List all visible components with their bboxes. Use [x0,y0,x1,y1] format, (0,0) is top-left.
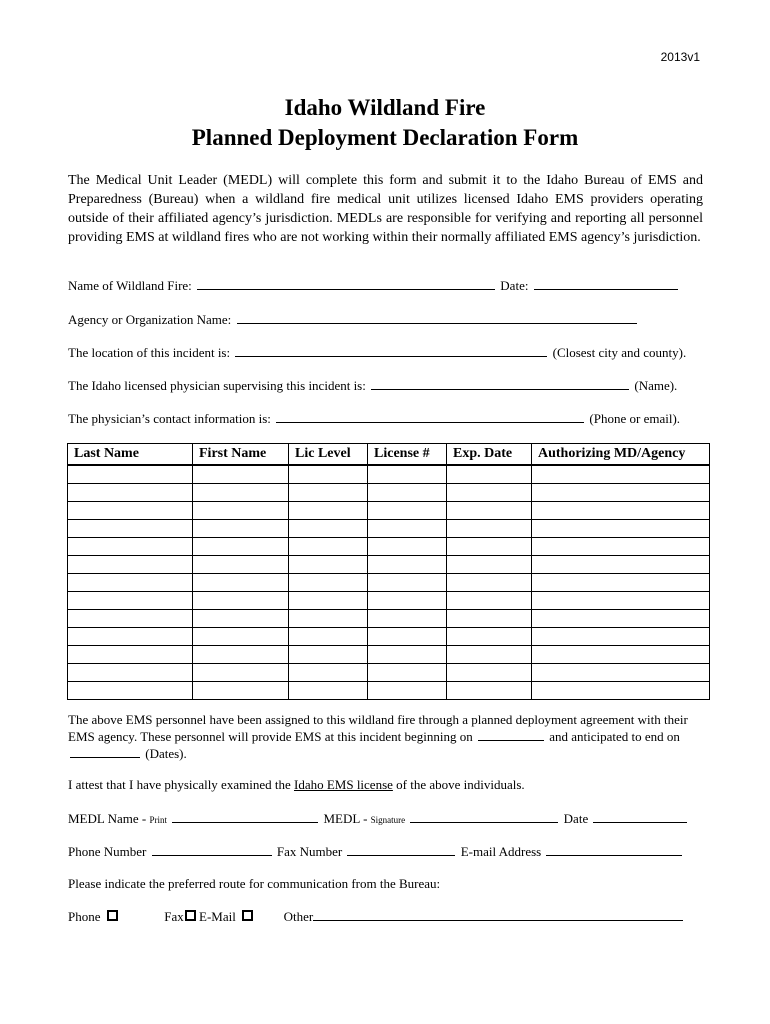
table-cell[interactable] [289,664,368,682]
personnel-table [67,443,710,700]
table-cell[interactable] [68,592,193,610]
intro-paragraph: The Medical Unit Leader (MEDL) will complete this form and submit it to the Idaho Bureau of EMS and Preparedness (Bureau) when a wildland fire medical unit utilizes licensed Idaho EMS providers operating outside of their affiliated agency’s jurisdiction. MEDLs are responsible for verifying and reporting all personnel providing EMS at wildland fires who are not working within their normally affiliated EMS agency’s jurisdiction. [68,173,703,245]
table-cell[interactable] [532,556,710,574]
medl-date-label: Date [563,811,589,826]
fire-name-field[interactable] [197,277,495,290]
table-cell[interactable] [193,520,289,538]
date-field[interactable] [534,277,678,290]
table-cell[interactable] [368,628,447,646]
table-cell[interactable] [68,465,193,484]
agency-row [68,311,639,328]
contact-info-row [68,843,684,860]
fire-name-row [68,277,680,294]
table-row [68,592,710,610]
table-cell[interactable] [289,538,368,556]
location-row [68,344,686,361]
route-other-label: Other [283,909,314,924]
table-cell[interactable] [532,592,710,610]
table-cell[interactable] [447,574,532,592]
location-label: The location of this incident is: [68,345,231,360]
table-cell[interactable] [368,556,447,574]
table-header-row [68,444,710,466]
table-cell[interactable] [289,682,368,700]
table-cell[interactable] [289,592,368,610]
date-label: Date: [500,278,529,293]
table-cell[interactable] [532,574,710,592]
col-first-name: First Name [193,444,289,466]
table-cell[interactable] [289,628,368,646]
location-field[interactable] [235,344,547,357]
table-cell[interactable] [368,520,447,538]
table-row [68,628,710,646]
contact-row [68,410,680,427]
route-fax-label: Fax [164,909,184,924]
start-date-field[interactable] [478,728,544,741]
table-cell[interactable] [532,646,710,664]
contact-hint: (Phone or email). [589,411,681,426]
table-cell[interactable] [368,610,447,628]
table-cell[interactable] [532,484,710,502]
email-label: E-mail Address [460,844,542,859]
medl-name-field[interactable] [172,810,318,823]
table-cell[interactable] [289,520,368,538]
contact-label: The physician’s contact information is: [68,411,271,426]
fax-checkbox[interactable] [185,910,196,921]
phone-field[interactable] [152,843,272,856]
location-hint: (Closest city and county). [552,345,687,360]
table-row [68,610,710,628]
table-cell[interactable] [68,556,193,574]
table-cell[interactable] [68,682,193,700]
medl-date-field[interactable] [593,810,687,823]
table-cell[interactable] [193,646,289,664]
table-cell[interactable] [193,610,289,628]
table-cell[interactable] [368,646,447,664]
table-cell[interactable] [193,484,289,502]
table-cell[interactable] [193,628,289,646]
table-row [68,520,710,538]
col-last-name: Last Name [68,444,193,466]
table-cell[interactable] [447,628,532,646]
medl-signature-field[interactable] [410,810,558,823]
attest-pre: I attest that I have physically examined the [68,777,291,792]
assignment-text-a: The above EMS personnel have been assigned to this wildland fire through a planned deployment agreement with their EMS agency. These personnel will provide EMS at this incident beginning on [68,712,688,744]
table-cell[interactable] [447,556,532,574]
table-cell[interactable] [368,682,447,700]
table-cell[interactable] [193,664,289,682]
table-cell[interactable] [447,610,532,628]
table-cell[interactable] [532,502,710,520]
table-cell[interactable] [289,610,368,628]
col-exp-date: Exp. Date [447,444,532,466]
table-row [68,664,710,682]
other-field[interactable] [313,908,683,921]
contact-field[interactable] [276,410,584,423]
table-cell[interactable] [368,484,447,502]
form-version: 2013v1 [660,50,700,64]
email-checkbox[interactable] [242,910,253,921]
table-cell[interactable] [289,556,368,574]
phone-label: Phone Number [68,844,147,859]
table-cell[interactable] [447,484,532,502]
table-cell[interactable] [447,682,532,700]
table-cell[interactable] [532,610,710,628]
col-license-number: License # [368,444,447,466]
end-date-field[interactable] [70,745,140,758]
table-cell[interactable] [68,610,193,628]
table-cell[interactable] [289,484,368,502]
table-row [68,538,710,556]
table-row [68,646,710,664]
table-cell[interactable] [193,502,289,520]
assignment-paragraph [68,711,708,762]
table-cell[interactable] [68,646,193,664]
table-cell[interactable] [447,465,532,484]
physician-hint: (Name). [634,378,678,393]
fax-label: Fax Number [276,844,343,859]
table-cell[interactable] [193,465,289,484]
table-cell[interactable] [68,628,193,646]
table-cell[interactable] [532,682,710,700]
table-cell[interactable] [447,664,532,682]
table-cell[interactable] [68,574,193,592]
table-cell[interactable] [193,556,289,574]
fire-name-label: Name of Wildland Fire: [68,278,192,293]
col-authorizing: Authorizing MD/Agency [532,444,710,466]
table-cell[interactable] [68,538,193,556]
assignment-text-b: and anticipated to end on [549,729,680,744]
table-cell[interactable] [532,664,710,682]
ems-license-link[interactable]: Idaho EMS license [293,777,393,792]
table-cell[interactable] [447,646,532,664]
physician-label: The Idaho licensed physician supervising this incident is: [68,378,366,393]
medl-signature-label: Signature [370,815,406,825]
table-cell[interactable] [289,646,368,664]
table-cell[interactable] [193,538,289,556]
table-row [68,465,710,484]
medl-row [68,810,689,827]
table-cell[interactable] [447,502,532,520]
phone-checkbox[interactable] [107,910,118,921]
table-row [68,682,710,700]
attest-row [68,777,525,793]
route-email-label: E-Mail [199,909,236,924]
agency-label: Agency or Organization Name: [68,312,232,327]
table-cell[interactable] [447,592,532,610]
form-title-line1: Idaho Wildland Fire [284,95,486,120]
table-cell[interactable] [368,465,447,484]
email-field[interactable] [546,843,682,856]
medl-name-label: MEDL Name - [68,811,147,826]
table-cell[interactable] [532,465,710,484]
agency-field[interactable] [237,311,637,324]
table-row [68,556,710,574]
fax-field[interactable] [347,843,455,856]
table-cell[interactable] [289,574,368,592]
table-cell[interactable] [447,538,532,556]
table-cell[interactable] [193,592,289,610]
table-cell[interactable] [368,502,447,520]
table-cell[interactable] [368,574,447,592]
route-prompt: Please indicate the preferred route for communication from the Bureau: [68,876,441,891]
table-cell[interactable] [68,520,193,538]
table-cell[interactable] [368,592,447,610]
table-cell[interactable] [193,682,289,700]
table-cell[interactable] [532,628,710,646]
table-cell[interactable] [368,538,447,556]
table-cell[interactable] [368,664,447,682]
table-cell[interactable] [289,502,368,520]
medl-print-label: Print [149,815,167,825]
table-cell[interactable] [68,502,193,520]
table-cell[interactable] [532,538,710,556]
table-row [68,574,710,592]
table-cell[interactable] [532,520,710,538]
col-lic-level: Lic Level [289,444,368,466]
assignment-text-c: (Dates). [145,746,187,761]
table-cell[interactable] [447,520,532,538]
medl-sig-label: MEDL - [323,811,368,826]
physician-row [68,377,677,394]
table-cell[interactable] [289,465,368,484]
attest-post: of the above individuals. [396,777,525,792]
form-title-line2: Planned Deployment Declaration Form [191,125,579,150]
route-row [68,908,685,925]
table-cell[interactable] [193,574,289,592]
table-row [68,484,710,502]
table-row [68,502,710,520]
route-phone-label: Phone [68,909,101,924]
table-cell[interactable] [68,484,193,502]
physician-field[interactable] [371,377,629,390]
table-cell[interactable] [68,664,193,682]
